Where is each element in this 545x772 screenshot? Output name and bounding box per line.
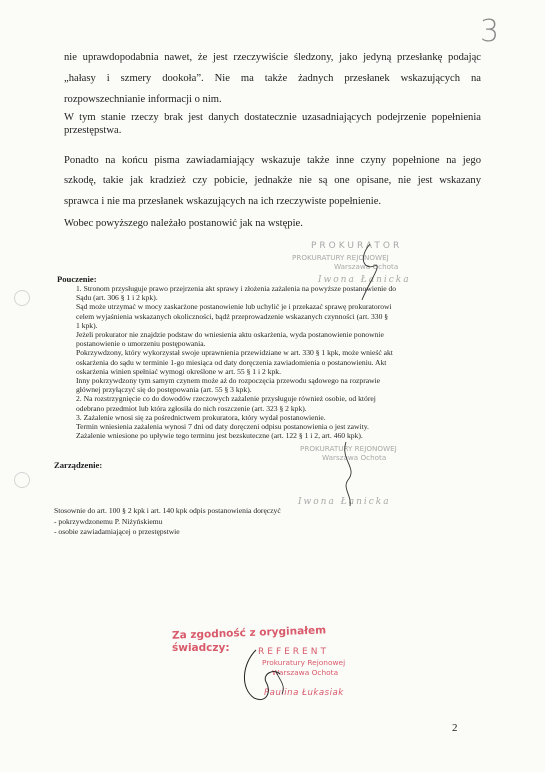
page-number: 2 <box>452 722 458 734</box>
red-stamp-certify-2: świadczy: <box>172 642 230 654</box>
zarzadzenie-list <box>54 506 281 538</box>
stamp-city: Warszawa Ochota <box>334 262 399 271</box>
stamp-org: PROKURATURY REJONOWEJ <box>292 253 389 262</box>
stamp2-city: Warszawa Ochota <box>322 453 387 462</box>
stamp-title: PROKURATOR <box>311 241 403 251</box>
body-line-3: rozpowszechnianie informacji o nim. <box>64 94 222 105</box>
body-line-7: szkodę, takie jak kradzież czy pobicie, jednakże nie są one opisane, nie jest wskazany <box>64 175 481 186</box>
pouczenie-line: oskarżenia do sądu w terminie 1-go miesiąca od daty doręczenia zawiadomienia o postanowieniu. Akt <box>76 357 387 367</box>
binder-hole-bottom <box>14 472 30 488</box>
pouczenie-line: oskarżenia winien spełniać wymogi określone w art. 55 § 1 i 2 kpk. <box>76 366 281 376</box>
pouczenie-line: 3. Zażalenie wnosi się za pośrednictwem prokuratora, który wydał postanowienie. <box>76 412 326 422</box>
pouczenie-line: Jeżeli prokurator nie znajdzie podstaw do wniesienia aktu oskarżenia, wyda postanowienie ponownie <box>76 330 384 340</box>
body-line-6: Ponadto na końcu pisma zawiadamiający wskazuje także inne czyny popełnione na jego <box>64 155 481 166</box>
pouczenie-heading: Pouczenie: <box>57 274 97 284</box>
pouczenie-line: celem wyjaśnienia wskazanych okoliczności, bądź przeprowadzenie wskazanych czynności (art. 330 § <box>76 311 389 321</box>
signature-red <box>236 644 306 706</box>
zarzadzenie-line: Stosownie do art. 100 § 2 kpk i art. 140 kpk odpis postanowienia doręczyć <box>54 506 281 515</box>
red-stamp-certify: Za zgodność z oryginałem <box>171 624 327 642</box>
pouczenie-line: Inny pokrzywdzony tym samym czynem może aż do rozpoczęcia przewodu sądowego na rozprawie <box>76 376 381 386</box>
body-line-9: Wobec powyższego należało postanowić jak na wstępie. <box>64 218 303 229</box>
pouczenie-line: Sądu (art. 306 § 1 i 2 kpk). <box>76 293 158 303</box>
pouczenie-line: postanowienie o umorzeniu postępowania. <box>76 339 206 349</box>
stamp2-name: Iwona Łanicka <box>298 497 391 507</box>
red-stamp-org: Prokuratury Rejonowej <box>262 658 346 667</box>
signature-middle <box>330 440 370 510</box>
pouczenie-line: Termin wniesienia zażalenia wynosi 7 dni od daty doręczeni odpisu postanowienia o jest zawity. <box>76 422 369 432</box>
binder-hole-top <box>14 290 30 306</box>
body-line-4: W tym stanie rzeczy brak jest danych dostatecznie uzasadniających podejrzenie popełnienia <box>64 112 481 123</box>
pouczenie-line: Zażalenie wniesione po upływie tego terminu jest bezskuteczne (art. 122 § 1 i 2, art. 460 kpk). <box>76 431 363 441</box>
pouczenie-line: 1. Stronom przysługuje prawo przejrzenia akt sprawy i złożenia zażalenia na powyższe postanowienie do <box>76 284 397 293</box>
red-stamp-city: Warszawa Ochota <box>272 668 339 677</box>
zarzadzenie-line: - osobie zawiadamiającej o przestępstwie <box>54 527 180 537</box>
pouczenie-line: Pokrzywdzony, który wykorzystał swoje uprawnienia przewidziane w art. 330 § 1 kpk, może wnieść akt <box>76 348 393 358</box>
body-line-5: przestępstwa. <box>64 125 122 136</box>
body-line-8: sprawca i nie ma przesłanek wskazujących na ich rzeczywiste popełnienie. <box>64 196 382 207</box>
body-line-1: nie uprawdopodabnia nawet, że jest rzeczywiście śledzony, jako jedyną przesłankę podając <box>64 52 481 63</box>
pouczenie-list <box>76 284 396 440</box>
red-stamp-name: Paulina Łukasiak <box>264 688 344 698</box>
pouczenie-line: głównej przyłączyć się do postępowania (art. 55 § 3 kpk). <box>76 385 252 395</box>
body-line-2: „hałasy i szmery dookoła”. Nie ma także żadnych przesłanek wskazujących na <box>64 73 481 84</box>
handwritten-page-mark: 3 <box>480 14 500 49</box>
zarzadzenie-line: - pokrzywdzonemu P. Niżyńskiemu <box>54 516 163 526</box>
zarzadzenie-heading: Zarządzenie: <box>54 460 103 470</box>
red-stamp-title: REFERENT <box>258 647 329 657</box>
stamp-name: Iwona Łanicka <box>318 275 411 285</box>
stamp2-org: PROKURATURY REJONOWEJ <box>300 444 397 453</box>
pouczenie-line: odebrano przedmiot lub która zgłosiła do nich roszczenie (art. 323 § 2 kpk). <box>76 403 307 413</box>
pouczenie-line: Sąd może utrzymać w mocy zaskarżone postanowienie lub uchylić je i przekazać sprawę prokuratorowi <box>76 302 392 312</box>
pouczenie-line: 2. Na rozstrzygnięcie co do dowodów rzeczowych zażalenie przysługuje również osobie, od której <box>76 394 376 404</box>
pouczenie-line: 1 kpk). <box>76 320 98 330</box>
